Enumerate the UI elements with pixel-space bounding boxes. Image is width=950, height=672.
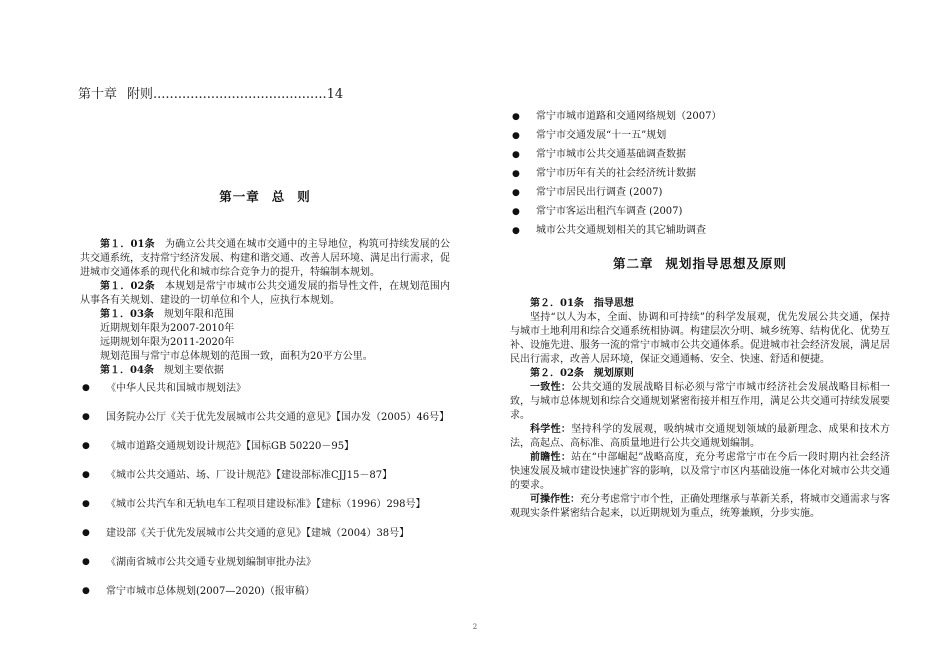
- list-item: ● 《中华人民共和国城市规划法》: [80, 378, 450, 399]
- chapter-2-title: 规划指导思想及原则: [665, 256, 788, 271]
- principle-text: 公共交通的发展战略目标必须与常宁市城市经济社会发展战略目标相一致，与城市总体规划和综合交通规划紧密衔接并相互作用，满足公共交通可持续发展要求。: [510, 382, 891, 421]
- list-item: ● 《城市公共汽车和无轨电车工程项目建设标准》【建标（1996）298号】: [80, 494, 450, 515]
- near-term-period: 近期规划年限为2007-2010年: [100, 323, 235, 334]
- article-2-01-title: 指导思想: [593, 298, 634, 309]
- article-1-04: [80, 364, 450, 378]
- principle-text: 坚持科学的发展观，吸纳城市交通规划领域的最新理念、成果和技术方法，高起点、高标准、高质量地进行公共交通规划编制。: [510, 424, 891, 449]
- list-item: ● 常宁市历年有关的社会经济统计数据: [510, 167, 890, 181]
- article-2-01-label: 第２．01条: [530, 298, 584, 309]
- toc-chapter-title: 附则: [127, 87, 154, 102]
- principle-scientific: [510, 423, 890, 451]
- principle-foresight: [510, 451, 890, 493]
- article-1-02: [80, 280, 450, 308]
- list-item: ● 常宁市城市道路和交通网络规划（2007）: [510, 110, 890, 124]
- article-1-02-text: 本规划是常宁市城市公共交通发展的指导性文件，在规划范围内从事各有关规划、建设的一切单位和个人，应执行本规划。: [80, 281, 451, 306]
- article-1-01: [80, 238, 450, 280]
- basis-list-left: [80, 378, 450, 602]
- list-item: ● 《城市道路交通规划设计规范》【国标GB 50220－95】: [80, 436, 450, 457]
- principle-term: 可操作性：: [530, 494, 580, 505]
- chapter-1-title-part2: 则: [297, 189, 311, 204]
- principle-text: 站在“中部崛起”战略高度，充分考虑常宁市在今后一段时期内社会经济快速发展及城市建设快速扩容的影响，以及常宁市区内基础设施一体化对城市公共交通的要求。: [510, 452, 890, 491]
- long-term-period: 远期规划年限为2011-2020年: [100, 337, 235, 348]
- basis-list-right: [510, 110, 890, 238]
- article-1-02-label: 第１．02条: [100, 281, 155, 292]
- toc-chapter-number: 第十章: [78, 87, 118, 102]
- right-column: [510, 110, 890, 521]
- article-2-02-label: 第２．02条: [530, 368, 584, 379]
- article-1-03-label: 第１．03条: [100, 309, 154, 320]
- page-number: 2: [472, 623, 478, 631]
- list-item: ● 常宁市城市总体规划(2007—2020)（报审稿）: [80, 581, 450, 602]
- list-item: ● 常宁市城市公共交通基础调查数据: [510, 148, 890, 162]
- chapter-2-number: 第二章: [612, 256, 654, 271]
- toc-leader-dots: ..........................................: [153, 87, 327, 102]
- article-1-03: [80, 308, 450, 322]
- article-1-01-text: 为确立公共交通在城市交通中的主导地位，构筑可持续发展的公共交通系统，支持常宁经济发展、构建和谐交通、改善人居环境、满足出行需求，促进城市交通体系的现代化和城市综合竞争力的提升，特编制本规划。: [80, 239, 451, 278]
- toc-entry: [78, 83, 458, 102]
- chapter-1-heading: [80, 190, 450, 204]
- chapter-1-number: 第一章: [219, 189, 260, 204]
- principle-consistency: [510, 381, 890, 423]
- chapter-2-heading: [510, 257, 890, 271]
- article-1-04-label: 第１．04条: [100, 365, 154, 376]
- article-2-02: [510, 367, 890, 381]
- principle-text: 充分考虑常宁市个性，正确处理继承与革新关系，将城市交通需求与客观现实条件紧密结合起来，以近期规划为重点，统筹兼顾，分步实施。: [510, 494, 890, 519]
- article-2-02-title: 规划原则: [593, 368, 634, 379]
- article-2-01: [510, 297, 890, 311]
- list-item: ● 城市公共交通规划相关的其它辅助调查: [510, 224, 890, 238]
- list-item: ● 建设部《关于优先发展城市公共交通的意见》【建城（2004）38号】: [80, 523, 450, 544]
- list-item: ● 常宁市居民出行调查 (2007): [510, 186, 890, 200]
- list-item: ● 常宁市交通发展“十一五”规划: [510, 129, 890, 143]
- principle-term: 一致性：: [530, 382, 572, 393]
- principle-operability: [510, 493, 890, 521]
- list-item: ● 常宁市客运出租汽车调查 (2007): [510, 205, 890, 219]
- chapter-1-title-part1: 总: [271, 189, 286, 204]
- left-column: [80, 190, 450, 610]
- planning-scope: 规划范围与常宁市总体规划的范围一致，面积为20平方公里。: [100, 351, 373, 362]
- list-item: ● 国务院办公厅《关于优先发展城市公共交通的意见》【国办发（2005）46号】: [80, 407, 450, 428]
- toc-page-number: 14: [326, 87, 344, 102]
- article-1-01-label: 第１．01条: [100, 239, 155, 250]
- guiding-ideology-text: 坚持“以人为本，全面、协调和可持续”的科学发展观，优先发展公共交通，保持与城市土地利用和综合交通系统相协调。构建层次分明、城乡统筹、结构优化、优势互补、设施先进、服务一流的常宁市城市公共交通体系。促进城市社会经济发展，满足居民出行需求，改善人居环境，保证交通通畅、安全、快速、舒适和便捷。: [510, 312, 890, 365]
- list-item: ● 《湖南省城市公共交通专业规划编制审批办法》: [80, 552, 450, 573]
- article-1-03-text: 规划年限和范围: [163, 309, 234, 320]
- principle-term: 前瞻性：: [530, 452, 572, 463]
- article-1-04-text: 规划主要依据: [163, 365, 224, 376]
- principle-term: 科学性：: [530, 424, 572, 435]
- list-item: ● 《城市公共交通站、场、厂设计规范》【建设部标准CJJ15－87】: [80, 465, 450, 486]
